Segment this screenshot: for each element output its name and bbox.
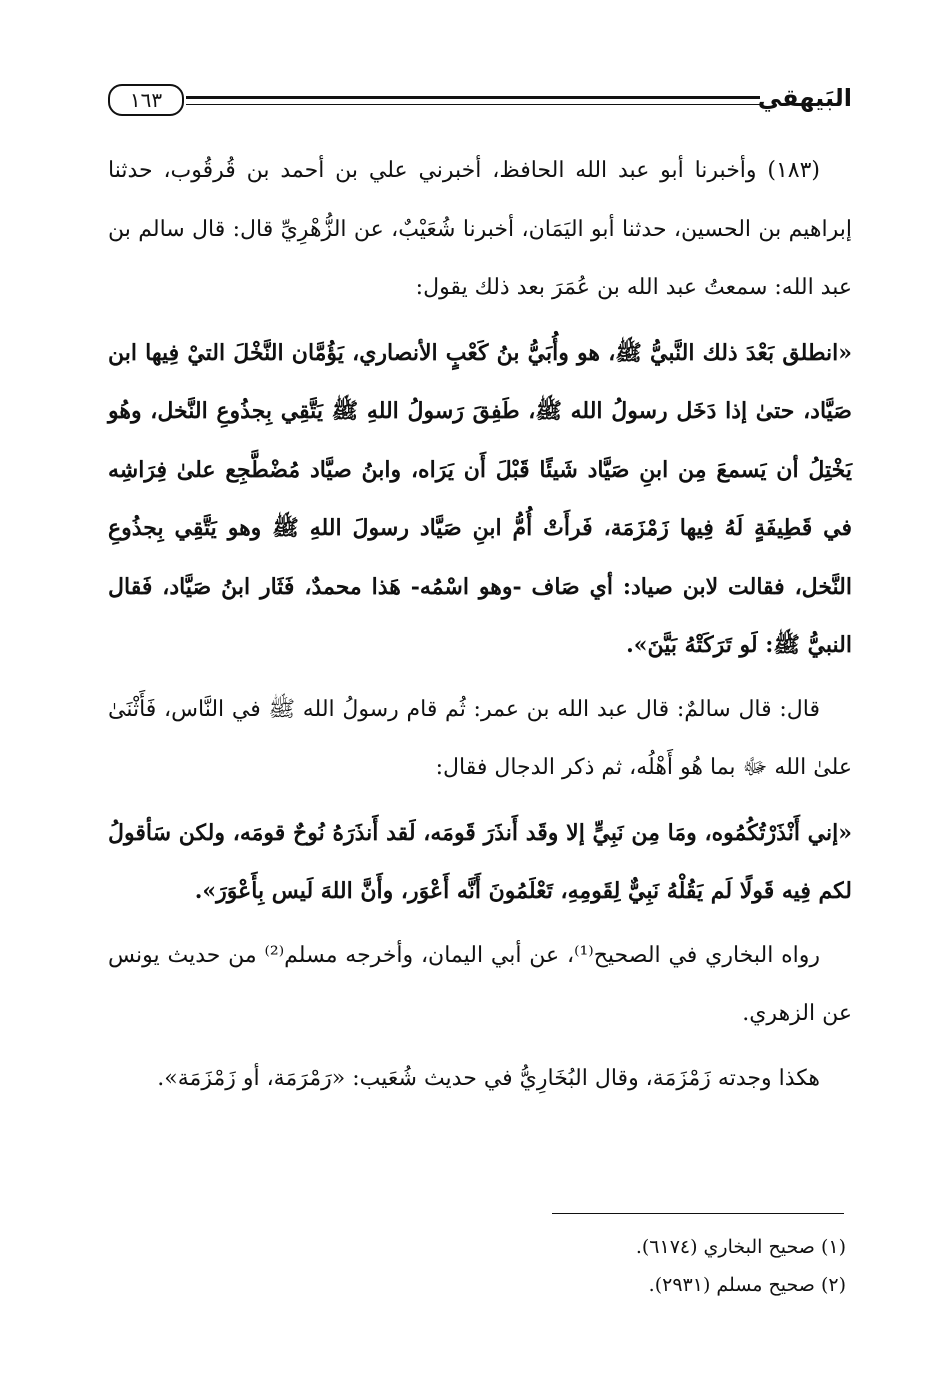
dajjal-quote-paragraph: «إني أَنْذَرْتُكُمُوه، ومَا مِن نَبِيٍّ إلا وقَد أَنذَرَ قَومَه، لَقد أَنذَرَهُ نُوحٌ قومَه، ولكن سَأقولُ لكم فِيه قَولًا لَم يَقُلْهُ نَبِيٌّ لِقَومِهِ، تَعْلَمُونَ أَنَّه أَعْوَر، وأَنَّ اللهَ لَيس بِأَعْوَرَ». bbox=[108, 819, 852, 904]
footnotes bbox=[480, 1228, 846, 1304]
footnote-1: (١) صحيح البخاري (٦١٧٤). bbox=[635, 1236, 846, 1258]
hadith-matn-paragraph: «انطلق بَعْدَ ذلك النَّبيُّ ﷺ، هو وأُبَيُّ بنُ كَعْبٍ الأنصاري، يَؤُمَّان النَّخْلَ التيْ فِيها ابن صَيَّاد، حتىٰ إذا دَخَل رسولُ الله ﷺ، طَفِقَ رَسولُ اللهِ ﷺ يَتَّقِي بِجذُوعِ النَّخل، وهُو يَخْتِلُ أن يَسمعَ مِن ابنِ صَيَّاد شَيئًا قَبْلَ أَن يَرَاه، وابنُ صيَّاد مُضْطَّجِع علىٰ فِرَاشِه في قَطِيفَةٍ لَهُ فِيها زَمْزَمَة، فَرأَتْ أُمُّ ابنِ صَيَّاد رسولَ اللهِ ﷺ وهو يَتَّقِي بِجذُوعِ النَّخل، فقالت لابن صياد: أي صَاف -وهو اسْمُه- هَذا محمدٌ، فَثَار ابنُ صَيَّاد، فَقال النبيُّ ﷺ: لَو تَرَكَتْهُ بَيَّنَ». bbox=[108, 339, 852, 658]
page-header bbox=[108, 80, 852, 124]
footnote-2: (٢) صحيح مسلم (٢٩٣١). bbox=[648, 1274, 846, 1296]
narration-paragraph: قال: قال سالمٌ: قال عبد الله بن عمر: ثُم قام رسولُ الله ﷺ في النَّاس، فَأَثْنَىٰ علىٰ الله ﷻ بما هُو أَهْلُه، ثم ذكر الدجال فقال: bbox=[108, 696, 852, 780]
page-number: ١٦٣ bbox=[108, 84, 184, 116]
footnote-separator bbox=[552, 1213, 844, 1214]
main-text bbox=[108, 142, 852, 1108]
note-paragraph: هكذا وجدته زَمْزَمَة، وقال البُخَارِيُّ في حديث شُعَيب: «رَمْرَمَة، أو زَمْزَمَة». bbox=[157, 1065, 820, 1091]
running-title: البَيهقي bbox=[757, 84, 852, 112]
hadith-isnad-paragraph: (١٨٣) وأخبرنا أبو عبد الله الحافظ، أخبرني علي بن أحمد بن قُرقُوب، حدثنا إبراهيم بن الحسين، حدثنا أبو اليَمَان، أخبرنا شُعَيْبٌ، عن الزُّهْرِيِّ قال: قال سالم بن عبد الله: سمعتُ عبد الله بن عُمَرَ بعد ذلك يقول: bbox=[108, 158, 852, 300]
header-rule bbox=[186, 96, 760, 105]
source-paragraph: رواه البخاري في الصحيح⁽¹⁾، عن أبي اليمان، وأخرجه مسلم⁽²⁾ من حديث يونس عن الزهري. bbox=[108, 942, 852, 1026]
